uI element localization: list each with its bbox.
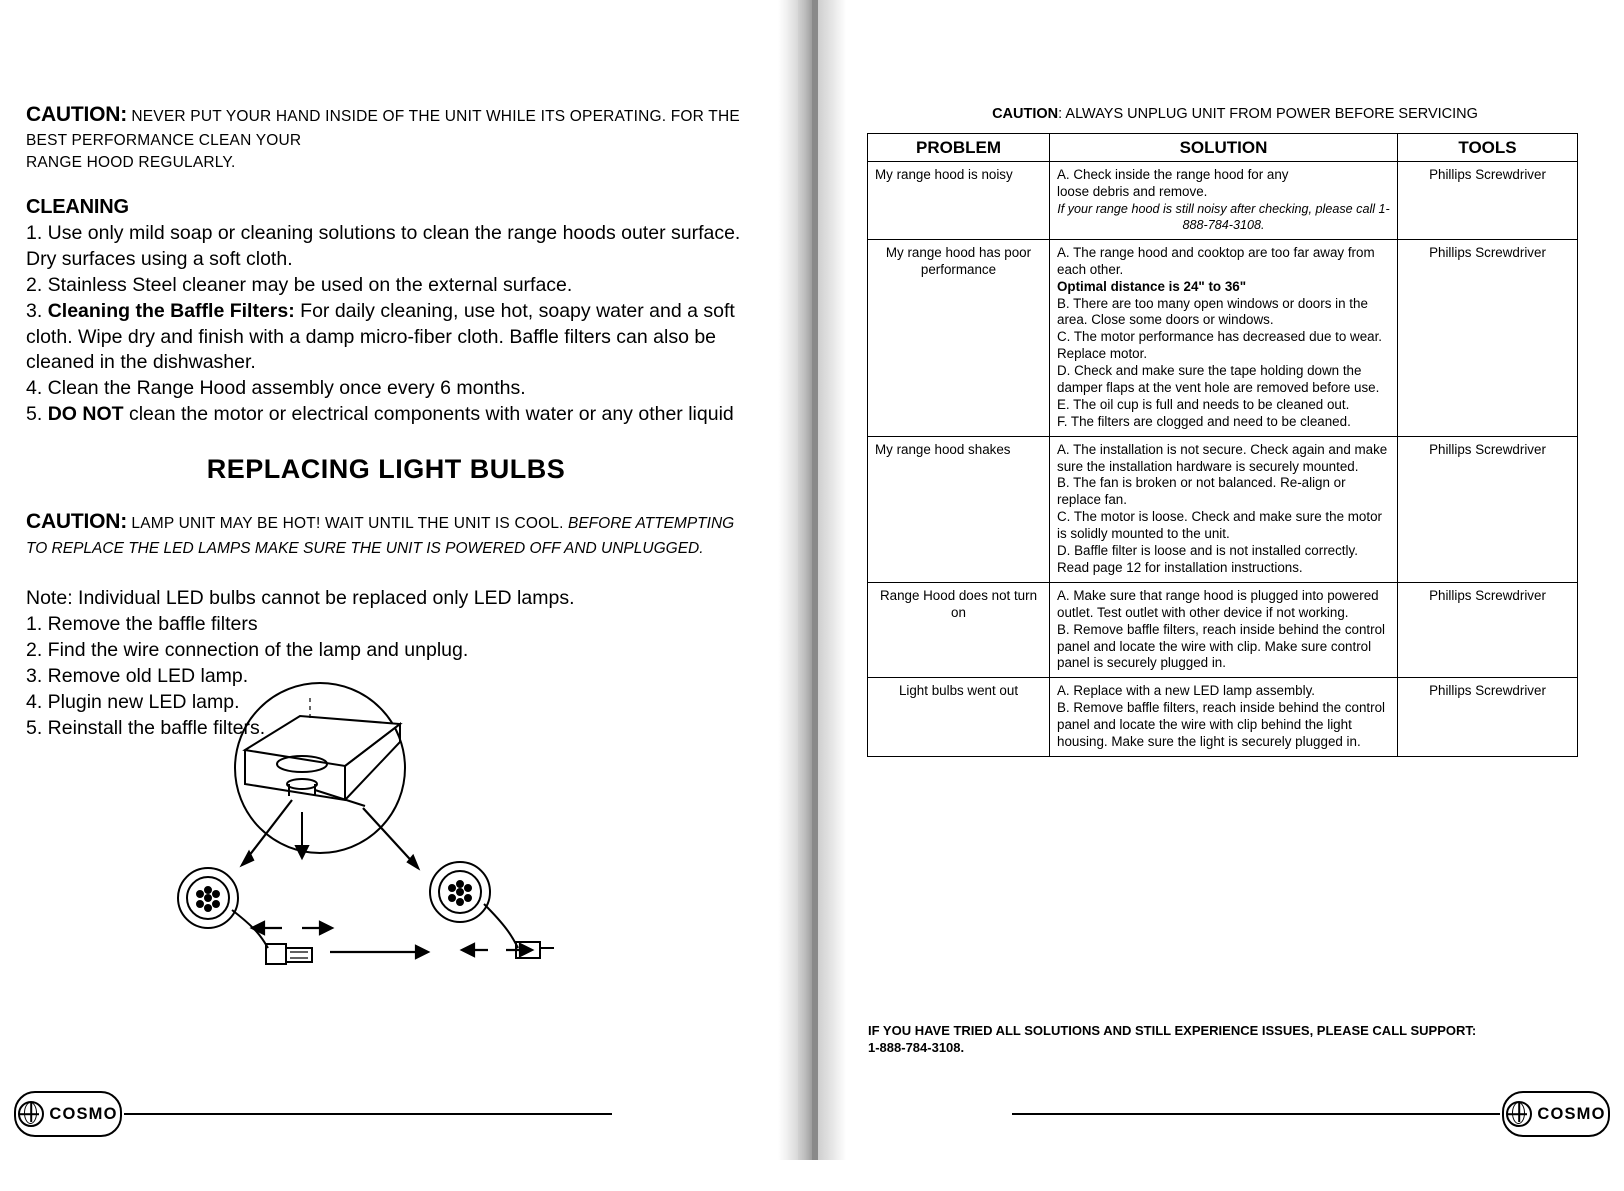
- led-step-5: 5. Reinstall the baffle filters.: [26, 716, 266, 739]
- solution-note: If your range hood is still noisy after checking, please call 1-888-784-3108.: [1057, 202, 1390, 233]
- solution-line: A. Replace with a new LED lamp assembly.: [1057, 683, 1316, 699]
- led-note: Note: Individual LED bulbs cannot be replaced only LED lamps.: [26, 587, 575, 610]
- cleaning-item-2: 2. Stainless Steel cleaner may be used on the external surface.: [26, 273, 573, 296]
- cell-solution: [1050, 162, 1398, 240]
- table-row: [868, 436, 1578, 582]
- cell-tools: Phillips Screwdriver: [1398, 436, 1578, 582]
- caution-lamp-label: CAUTION:: [26, 510, 128, 534]
- led-step-3: 3. Remove old LED lamp.: [26, 664, 249, 687]
- troubleshooting-table: [867, 133, 1578, 757]
- cosmo-logo-text: COSMO: [49, 1104, 118, 1123]
- solution-line: C. The motor performance has decreased due to wear. Replace motor.: [1057, 329, 1383, 362]
- right-page: [846, 0, 1624, 1191]
- cleaning-item-4: 4. Clean the Range Hood assembly once every 6 months.: [26, 377, 526, 400]
- solution-line: loose debris and remove.: [1057, 184, 1208, 200]
- led-lamp-diagram: [150, 680, 600, 980]
- cleaning-list: [26, 221, 746, 428]
- globe-icon: [18, 1101, 44, 1127]
- cleaning-item-3-rest: For daily cleaning, use hot, soapy water and a soft cloth. Wipe dry and finish with a damp micro-fiber cloth. Baffle filters can also be cleaned in the dishwasher.: [26, 299, 735, 374]
- support-note: [868, 1022, 1588, 1056]
- caution-lamp: [26, 507, 746, 560]
- caution-operating: [26, 100, 746, 174]
- cleaning-item-3-number: 3.: [26, 299, 43, 322]
- cell-tools: Phillips Screwdriver: [1398, 582, 1578, 677]
- caution-unplug-text: : ALWAYS UNPLUG UNIT FROM POWER BEFORE SERVICING: [1058, 106, 1478, 122]
- cell-problem: My range hood shakes: [868, 436, 1050, 582]
- cell-tools: Phillips Screwdriver: [1398, 239, 1578, 436]
- table-header-row: [868, 134, 1578, 162]
- cell-problem: Range Hood does not turn on: [868, 582, 1050, 677]
- led-step-4: 4. Plugin new LED lamp.: [26, 690, 240, 713]
- solution-line: A. The installation is not secure. Check again and make sure the installation hardware is securely mounted.: [1057, 441, 1388, 474]
- page-spine: [778, 0, 846, 1191]
- cell-solution: [1050, 678, 1398, 757]
- led-step-1: 1. Remove the baffle filters: [26, 613, 258, 636]
- caution-unplug: [846, 106, 1624, 122]
- cell-solution: [1050, 582, 1398, 677]
- caution-operating-text-2: RANGE HOOD REGULARLY.: [26, 153, 236, 171]
- solution-line: C. The motor is loose. Check and make sure the motor is solidly mounted to the unit.: [1057, 509, 1382, 542]
- caution-operating-text: NEVER PUT YOUR HAND INSIDE OF THE UNIT WHILE ITS OPERATING. FOR THE BEST PERFORMANCE CLEAN YOUR: [26, 108, 740, 149]
- solution-line-bold: Optimal distance is 24" to 36": [1057, 278, 1247, 294]
- cleaning-item-1: 1. Use only mild soap or cleaning solutions to clean the range hoods outer surface. Dry surfaces using a soft cloth.: [26, 221, 741, 270]
- caution-label: CAUTION:: [26, 103, 128, 126]
- left-page: [0, 0, 778, 1191]
- table-row: [868, 239, 1578, 436]
- footer-right: [1010, 1091, 1610, 1137]
- cosmo-logo: [14, 1091, 122, 1137]
- table-row: [868, 678, 1578, 757]
- led-step-2: 2. Find the wire connection of the lamp and unplug.: [26, 638, 469, 661]
- solution-line: B. There are too many open windows or doors in the area. Close some doors or windows.: [1057, 295, 1368, 328]
- support-note-line-2: 1-888-784-3108.: [868, 1040, 965, 1056]
- cleaning-item-5-rest: clean the motor or electrical components with water or any other liquid: [128, 403, 734, 426]
- globe-icon: [1506, 1101, 1532, 1127]
- cleaning-item-5-number: 5.: [26, 403, 43, 426]
- solution-line: D. Check and make sure the tape holding down the damper flaps at the vent hole are removed before use.: [1057, 363, 1380, 396]
- solution-line: B. Remove baffle filters, reach inside behind the control panel and locate the wire with clip. Make sure control panel is securely plugged in.: [1057, 621, 1386, 671]
- footer-left: [14, 1091, 614, 1137]
- solution-line: D. Baffle filter is loose and is not installed correctly. Read page 12 for installation instructions.: [1057, 543, 1358, 575]
- footer-rule: [1012, 1113, 1500, 1116]
- table-row: [868, 162, 1578, 240]
- cell-tools: Phillips Screwdriver: [1398, 162, 1578, 240]
- caution-lamp-italic: BEFORE ATTEMPTING TO REPLACE THE LED LAMPS MAKE SURE THE UNIT IS POWERED OFF AND UNPLUGGED.: [26, 515, 735, 557]
- solution-line: A. Make sure that range hood is plugged into powered outlet. Test outlet with other device if not working.: [1057, 587, 1379, 620]
- cell-problem: Light bulbs went out: [868, 678, 1050, 757]
- column-header-problem: PROBLEM: [868, 134, 1050, 162]
- column-header-solution: SOLUTION: [1050, 134, 1398, 162]
- solution-line: E. The oil cup is full and needs to be cleaned out.: [1057, 396, 1350, 412]
- cell-solution: [1050, 239, 1398, 436]
- solution-line: B. Remove baffle filters, reach inside behind the control panel and locate the wire with clip behind the light housing. Make sure the light is securely plugged in.: [1057, 700, 1386, 749]
- caution-unplug-label: CAUTION: [992, 106, 1059, 122]
- support-note-line-1: IF YOU HAVE TRIED ALL SOLUTIONS AND STILL EXPERIENCE ISSUES, PLEASE CALL SUPPORT:: [868, 1023, 1477, 1038]
- cleaning-item-3: [26, 299, 746, 377]
- table-row: [868, 582, 1578, 677]
- cleaning-item-5-bold: DO NOT: [47, 403, 124, 426]
- cleaning-heading: CLEANING: [26, 195, 129, 218]
- cleaning-item-3-bold: Cleaning the Baffle Filters:: [47, 299, 295, 322]
- solution-line: A. The range hood and cooktop are too far away from each other.: [1057, 244, 1375, 277]
- cell-tools: Phillips Screwdriver: [1398, 678, 1578, 757]
- left-page-content: [26, 100, 746, 742]
- footer-rule: [124, 1113, 612, 1116]
- cosmo-logo: [1502, 1091, 1610, 1137]
- caution-lamp-text: LAMP UNIT MAY BE HOT! WAIT UNTIL THE UNIT IS COOL.: [131, 515, 564, 533]
- column-header-tools: TOOLS: [1398, 134, 1578, 162]
- cell-problem: My range hood has poor performance: [868, 239, 1050, 436]
- solution-line: B. The fan is broken or not balanced. Re-align or replace fan.: [1057, 475, 1346, 508]
- solution-line: F. The filters are clogged and need to be cleaned.: [1057, 413, 1351, 429]
- cell-solution: [1050, 436, 1398, 582]
- page-title: REPLACING LIGHT BULBS: [206, 454, 566, 485]
- solution-line: A. Check inside the range hood for any: [1057, 167, 1289, 183]
- cell-problem: My range hood is noisy: [868, 162, 1050, 240]
- cleaning-item-5: [26, 402, 746, 428]
- cosmo-logo-text: COSMO: [1537, 1104, 1606, 1123]
